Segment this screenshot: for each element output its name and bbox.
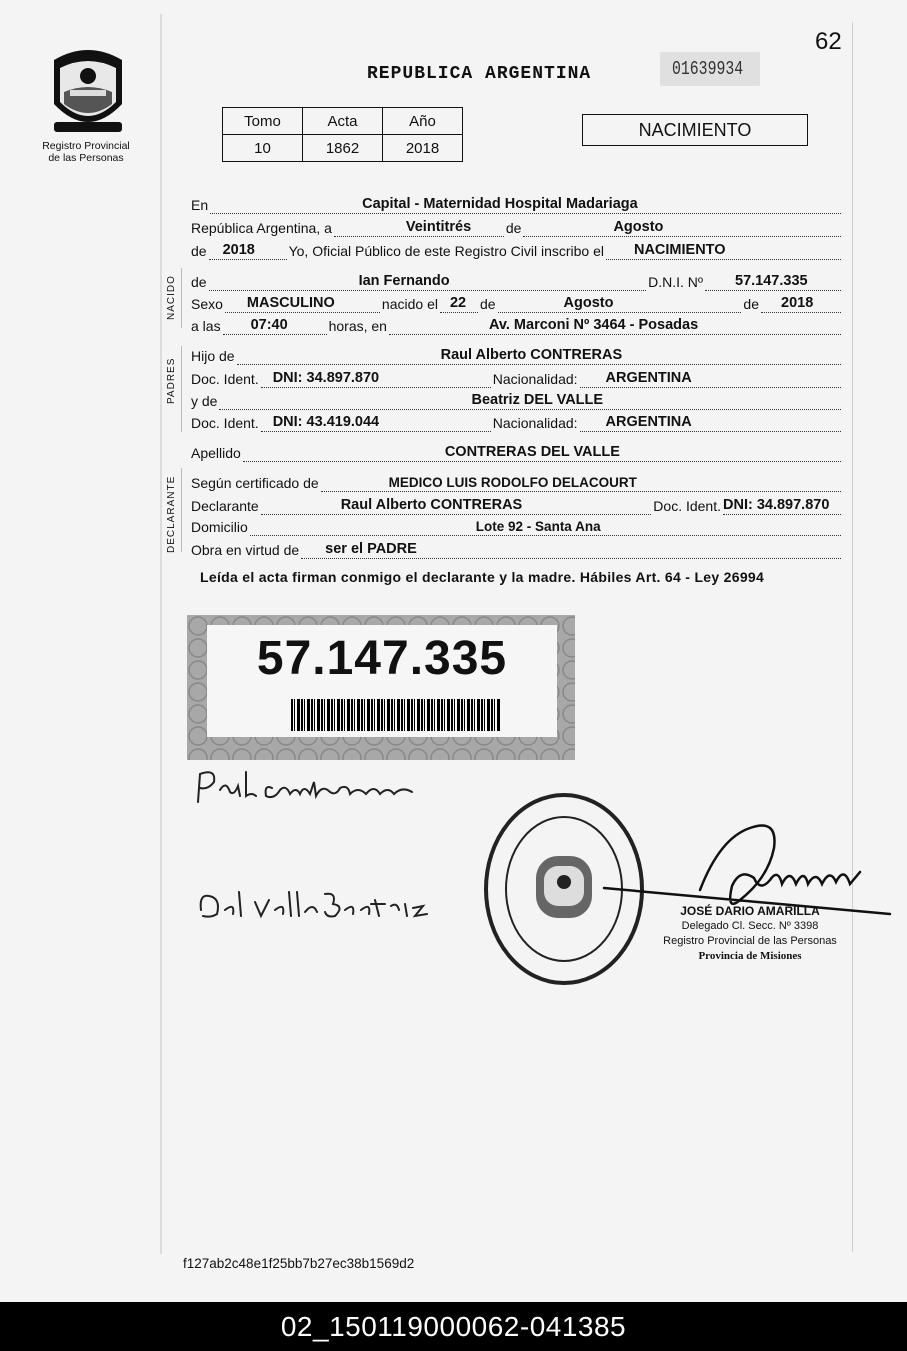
sheet-fold-line: [160, 14, 162, 1254]
label-de-nombre: de: [191, 274, 207, 290]
registry-value-row: [223, 135, 463, 162]
value-declarante-doc: DNI: 34.897.870: [723, 497, 830, 513]
value-domicilio-nac: Av. Marconi Nº 3464 - Posadas: [488, 317, 699, 333]
label-obra: Obra en virtud de: [191, 542, 300, 558]
side-rule-padres: [181, 346, 182, 432]
line-declarante: [191, 493, 843, 515]
serial-number-stamp: [660, 52, 760, 86]
value-certificado: MEDICO LUIS RODOLFO DELACOURT: [388, 475, 637, 490]
official-province: Provincia de Misiones: [698, 950, 802, 962]
label-republica: República Argentina, a: [191, 220, 332, 236]
side-rule-nacido: [181, 268, 182, 328]
value-domicilio: Lote 92 - Santa Ana: [475, 519, 601, 534]
barcode: [291, 699, 501, 731]
line-inscripcion: [191, 238, 843, 260]
value-dni: 57.147.335: [735, 273, 808, 289]
dni-sticker-number: 57.147.335: [256, 632, 508, 685]
official-name: JOSÉ DARIO AMARILLA: [680, 904, 820, 918]
line-hora: [191, 313, 843, 335]
label-hijo-de: Hijo de: [191, 348, 235, 364]
father-signature: [190, 762, 430, 812]
value-padre-dni: DNI: 34.897.870: [272, 370, 380, 386]
label-apellido: Apellido: [191, 445, 241, 461]
label-doc-ident-padre: Doc. Ident.: [191, 371, 259, 387]
registry-value-anio: 2018: [383, 135, 463, 162]
line-nombre: [191, 269, 843, 291]
value-hora: 07:40: [250, 317, 288, 333]
dni-sticker: [187, 615, 575, 760]
value-nac-mes: Agosto: [563, 295, 614, 311]
value-sexo: MASCULINO: [246, 295, 335, 311]
label-nacido-el: nacido el: [381, 296, 438, 312]
registry-value-tomo: 10: [223, 135, 303, 162]
line-certificado: [191, 470, 843, 492]
line-padre: [191, 343, 843, 365]
legal-text: Leída el acta firman conmigo el declarante y la madre. Hábiles Art. 64 - Ley 26994: [200, 569, 765, 585]
label-a-las: a las: [191, 318, 221, 334]
registry-value-acta: 1862: [303, 135, 383, 162]
label-horas-en: horas, en: [328, 318, 387, 334]
label-de-nac-anio: de: [743, 296, 759, 312]
line-madre: [191, 388, 843, 410]
value-declarante: Raul Alberto CONTRERAS: [340, 497, 523, 513]
serial-number: 01639934: [672, 58, 744, 80]
label-dni: D.N.I. Nº: [648, 274, 703, 290]
sheet-edge: [852, 22, 853, 1252]
label-declarante: Declarante: [191, 498, 259, 514]
label-de-anio: de: [191, 243, 207, 259]
logo-caption-line2: de las Personas: [48, 152, 124, 164]
value-lugar: Capital - Maternidad Hospital Madariaga: [362, 196, 638, 212]
registry-header-row: [223, 108, 463, 135]
value-madre-nac: ARGENTINA: [605, 414, 692, 430]
side-label-declarante: DECLARANTE: [166, 475, 177, 553]
value-nombre: Ian Fernando: [358, 273, 450, 289]
province-coat-of-arms-logo: [46, 46, 130, 138]
side-label-padres: PADRES: [166, 357, 177, 404]
logo-caption: [30, 140, 142, 164]
label-de-nac-mes: de: [479, 296, 496, 312]
value-padre: Raul Alberto CONTRERAS: [440, 347, 623, 363]
registry-header-tomo: Tomo: [223, 108, 303, 135]
value-acto: NACIMIENTO: [633, 242, 726, 258]
label-segun: Según certificado de: [191, 475, 319, 491]
label-en: En: [191, 197, 209, 213]
label-y-de: y de: [191, 393, 218, 409]
dni-sticker-panel: [207, 625, 557, 737]
registry-table: [222, 107, 463, 162]
label-domicilio: Domicilio: [191, 519, 248, 535]
line-madre-doc: [191, 410, 843, 432]
value-anio: 2018: [222, 242, 255, 258]
value-madre-dni: DNI: 43.419.044: [272, 414, 380, 430]
line-sexo: [191, 291, 843, 313]
page-number: 62: [815, 28, 842, 55]
line-domicilio: [191, 514, 843, 536]
label-nacionalidad-padre: Nacionalidad:: [492, 371, 578, 387]
label-de-mes: de: [505, 220, 522, 236]
official-office: Registro Provincial de las Personas: [663, 935, 837, 947]
official-role: Delegado Cl. Secc. Nº 3398: [681, 920, 819, 932]
line-lugar: [191, 192, 843, 214]
label-sexo: Sexo: [191, 296, 223, 312]
side-label-nacido: NACIDO: [166, 275, 177, 320]
value-obra: ser el PADRE: [325, 541, 417, 557]
page-title: REPUBLICA ARGENTINA: [367, 64, 592, 84]
document-hash: f127ab2c48e1f25bb7b27ec38b1569d2: [183, 1256, 415, 1271]
label-doc-ident-madre: Doc. Ident.: [191, 415, 259, 431]
scan-id-footer: 02_150119000062-041385: [0, 1302, 907, 1351]
logo-caption-line1: Registro Provincial: [42, 140, 130, 152]
label-yo: Yo, Oficial Público de este Registro Civil inscribo el: [288, 243, 604, 259]
official-info: [650, 904, 850, 964]
value-nac-dia: 22: [449, 295, 467, 311]
value-apellido: CONTRERAS DEL VALLE: [444, 444, 620, 460]
value-madre: Beatriz DEL VALLE: [471, 392, 604, 408]
document-type-box: NACIMIENTO: [582, 114, 808, 146]
line-obra: [191, 537, 843, 559]
line-padre-doc: [191, 366, 843, 388]
label-doc-ident-declarante: Doc. Ident.: [653, 498, 721, 514]
value-mes: Agosto: [613, 219, 664, 235]
line-apellido: [191, 440, 843, 462]
label-nacionalidad-madre: Nacionalidad:: [492, 415, 578, 431]
registry-header-acta: Acta: [303, 108, 383, 135]
registry-header-anio: Año: [383, 108, 463, 135]
side-rule-declarante: [181, 468, 182, 552]
mother-signature: [195, 884, 465, 928]
line-fecha: [191, 215, 843, 237]
value-dia-letras: Veintitrés: [405, 219, 472, 235]
value-padre-nac: ARGENTINA: [605, 370, 692, 386]
value-nac-anio: 2018: [781, 295, 814, 311]
